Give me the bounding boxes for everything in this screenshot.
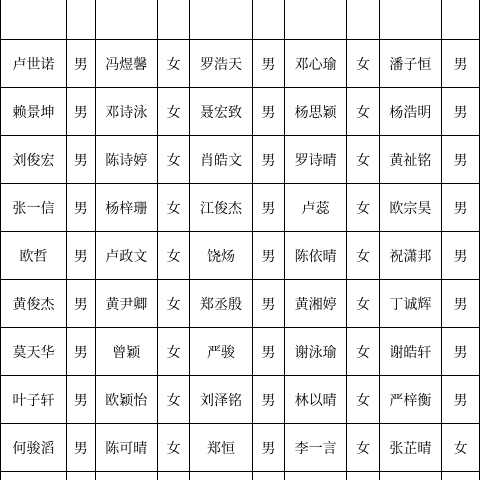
student-gender-cell — [347, 0, 379, 40]
student-gender-cell: 男 — [442, 232, 480, 280]
student-gender-cell — [66, 472, 95, 480]
student-gender-cell: 男 — [252, 280, 284, 328]
student-gender-cell: 女 — [157, 424, 189, 472]
student-name-cell — [379, 0, 441, 40]
student-gender-cell: 男 — [442, 280, 480, 328]
student-name-cell — [190, 472, 252, 480]
student-gender-cell: 女 — [347, 424, 379, 472]
student-gender-cell: 女 — [157, 40, 189, 88]
student-gender-cell: 男 — [252, 40, 284, 88]
table-row — [1, 424, 480, 472]
student-name-cell: 杨思颖 — [285, 88, 347, 136]
student-name-cell: 谢泳瑜 — [285, 328, 347, 376]
student-gender-cell: 男 — [252, 88, 284, 136]
student-gender-cell: 女 — [347, 280, 379, 328]
student-gender-cell: 男 — [442, 136, 480, 184]
student-gender-cell: 女 — [347, 136, 379, 184]
student-name-cell: 卢政文 — [95, 232, 157, 280]
table-row — [1, 328, 480, 376]
student-gender-cell: 男 — [252, 424, 284, 472]
student-gender-cell: 男 — [66, 88, 95, 136]
student-gender-cell — [442, 472, 480, 480]
student-gender-cell: 女 — [157, 88, 189, 136]
student-gender-cell — [347, 472, 379, 480]
student-gender-cell: 女 — [157, 328, 189, 376]
student-name-cell — [285, 0, 347, 40]
student-gender-cell: 女 — [347, 88, 379, 136]
student-name-cell: 冯煜馨 — [95, 40, 157, 88]
student-name-cell: 刘泽铭 — [190, 376, 252, 424]
table-row — [1, 136, 480, 184]
student-name-cell — [285, 472, 347, 480]
student-name-cell: 祝潇邦 — [379, 232, 441, 280]
student-name-cell: 黄尹卿 — [95, 280, 157, 328]
table-row — [1, 472, 480, 480]
student-name-cell: 邓诗泳 — [95, 88, 157, 136]
student-name-cell: 陈诗婷 — [95, 136, 157, 184]
student-gender-cell — [157, 472, 189, 480]
student-name-cell: 李一言 — [285, 424, 347, 472]
student-gender-cell: 男 — [66, 184, 95, 232]
student-name-cell: 赖景坤 — [1, 88, 67, 136]
student-name-cell: 陈依晴 — [285, 232, 347, 280]
student-name-cell: 肖皓文 — [190, 136, 252, 184]
student-gender-cell: 女 — [347, 232, 379, 280]
student-name-cell: 郑恒 — [190, 424, 252, 472]
student-name-cell: 江俊杰 — [190, 184, 252, 232]
student-name-cell: 卢蕊 — [285, 184, 347, 232]
student-gender-cell: 女 — [347, 40, 379, 88]
student-name-cell: 林以晴 — [285, 376, 347, 424]
student-gender-cell: 男 — [252, 232, 284, 280]
student-gender-cell — [252, 0, 284, 40]
student-gender-cell: 男 — [252, 376, 284, 424]
student-name-cell — [95, 0, 157, 40]
student-name-cell — [1, 472, 67, 480]
student-name-cell — [190, 0, 252, 40]
student-name-cell: 曾颖 — [95, 328, 157, 376]
student-gender-cell: 女 — [157, 136, 189, 184]
student-name-cell: 卢世诺 — [1, 40, 67, 88]
student-name-cell: 潘子恒 — [379, 40, 441, 88]
student-gender-cell: 男 — [442, 184, 480, 232]
roster-body — [1, 0, 480, 480]
student-name-cell: 欧哲 — [1, 232, 67, 280]
student-gender-cell: 男 — [442, 376, 480, 424]
student-gender-cell: 女 — [347, 376, 379, 424]
table-row — [1, 280, 480, 328]
student-name-cell — [95, 472, 157, 480]
student-name-cell: 黄俊杰 — [1, 280, 67, 328]
student-name-cell: 邓心瑜 — [285, 40, 347, 88]
student-name-cell: 何骏滔 — [1, 424, 67, 472]
student-gender-cell: 女 — [157, 232, 189, 280]
student-gender-cell: 女 — [157, 184, 189, 232]
student-name-cell: 黄祉铭 — [379, 136, 441, 184]
student-name-cell: 郑丞殷 — [190, 280, 252, 328]
student-name-cell: 杨浩明 — [379, 88, 441, 136]
student-name-cell: 罗浩天 — [190, 40, 252, 88]
student-name-cell: 黄湘婷 — [285, 280, 347, 328]
student-gender-cell — [252, 472, 284, 480]
student-gender-cell: 男 — [66, 280, 95, 328]
student-name-cell: 张芷晴 — [379, 424, 441, 472]
student-gender-cell: 男 — [66, 232, 95, 280]
student-gender-cell: 男 — [442, 40, 480, 88]
student-gender-cell: 女 — [157, 280, 189, 328]
student-name-cell: 严梓衡 — [379, 376, 441, 424]
student-gender-cell — [157, 0, 189, 40]
student-gender-cell: 男 — [66, 376, 95, 424]
table-row — [1, 232, 480, 280]
student-gender-cell: 男 — [66, 424, 95, 472]
student-gender-cell: 女 — [157, 376, 189, 424]
student-gender-cell: 男 — [252, 184, 284, 232]
student-gender-cell: 男 — [442, 88, 480, 136]
table-row — [1, 376, 480, 424]
student-name-cell: 刘俊宏 — [1, 136, 67, 184]
student-name-cell: 陈可晴 — [95, 424, 157, 472]
student-gender-cell: 男 — [252, 136, 284, 184]
student-name-cell: 欧颖怡 — [95, 376, 157, 424]
student-name-cell: 罗诗晴 — [285, 136, 347, 184]
student-gender-cell — [442, 0, 480, 40]
student-gender-cell: 男 — [442, 328, 480, 376]
table-row — [1, 0, 480, 40]
student-name-cell: 叶子轩 — [1, 376, 67, 424]
student-name-cell: 谢皓轩 — [379, 328, 441, 376]
student-name-cell: 张一信 — [1, 184, 67, 232]
student-gender-cell: 女 — [347, 184, 379, 232]
student-gender-cell: 男 — [252, 328, 284, 376]
student-name-cell: 丁诚辉 — [379, 280, 441, 328]
table-row — [1, 88, 480, 136]
student-gender-cell: 男 — [66, 40, 95, 88]
table-row — [1, 184, 480, 232]
student-name-cell: 莫天华 — [1, 328, 67, 376]
student-gender-cell: 女 — [347, 328, 379, 376]
student-name-cell — [1, 0, 67, 40]
student-name-cell: 欧宗昊 — [379, 184, 441, 232]
student-name-cell: 严骏 — [190, 328, 252, 376]
student-name-cell: 聂宏致 — [190, 88, 252, 136]
table-row — [1, 40, 480, 88]
student-gender-cell: 男 — [66, 136, 95, 184]
student-name-cell: 杨梓珊 — [95, 184, 157, 232]
student-name-cell — [379, 472, 441, 480]
student-name-cell: 饶炀 — [190, 232, 252, 280]
student-gender-cell — [66, 0, 95, 40]
student-gender-cell: 男 — [66, 328, 95, 376]
student-gender-cell: 女 — [442, 424, 480, 472]
